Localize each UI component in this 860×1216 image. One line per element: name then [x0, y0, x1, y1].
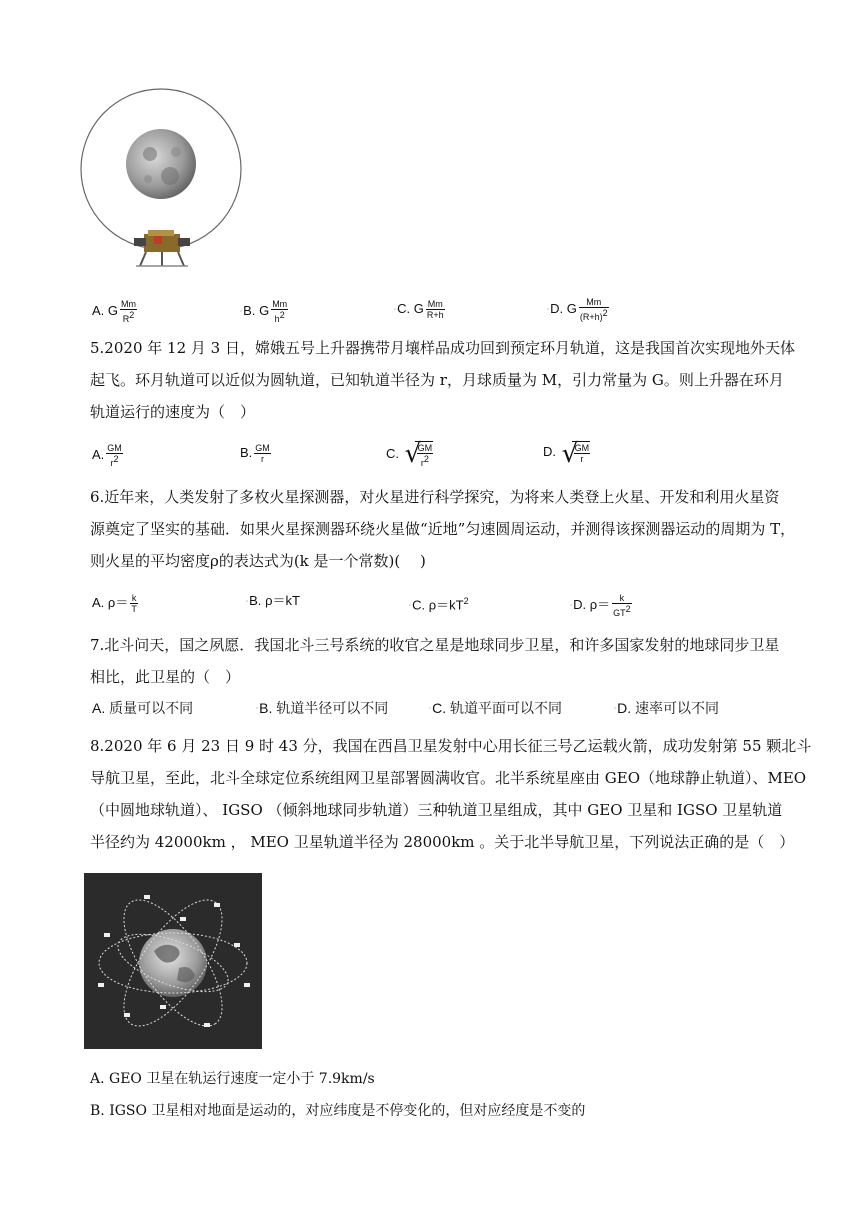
q8-text-line-4: 半径约为 42000km ， MEO 卫星轨道半径为 28000km 。关于北半导航卫星，下列说法正确的是（ ）: [90, 833, 795, 851]
q6-option-a[interactable]: A. ρ＝ $\frac{k}{T}$: [92, 593, 137, 614]
satellite-constellation-figure: [84, 873, 262, 1049]
q8-text-line-3: （中圆地球轨道）、 IGSO （倾斜地球同步轨道）三种轨道卫星组成，其中 GEO 卫星和 IGSO 卫星轨道: [90, 801, 783, 819]
q6-option-d[interactable]: ▫D. ρ＝ $\frac{k}{GT^2}$: [570, 593, 631, 618]
q4-option-a[interactable]: A. G $\frac{Mm}{R^2}$: [92, 299, 137, 324]
q5-text-line-3: 轨道运行的速度为（ ）: [90, 403, 256, 421]
q6-text-line-3: 则火星的平均密度ρ的表达式为(k 是一个常数)( ): [90, 552, 426, 570]
q5-option-d[interactable]: D. √ $\frac{GM}{r}$: [543, 439, 590, 469]
q5-text-line-1: 5.2020 年 12 月 3 日，嫦娥五号上升器携带月壤样品成功回到预定环月轨道，这是我国首次实现地外天体: [90, 339, 795, 357]
lander-icon: [134, 230, 190, 266]
q6-option-b[interactable]: ▫B. ρ＝kT: [246, 593, 300, 608]
q6-text-line-1: 6.近年来，人类发射了多枚火星探测器，对火星进行科学探究，为将来人类登上火星、开发和利用火星资: [90, 488, 780, 506]
q7-option-c[interactable]: ▫C. 轨道平面可以不同: [429, 700, 563, 716]
q7-option-d[interactable]: ▫D. 速率可以不同: [614, 700, 720, 716]
q6-option-c[interactable]: ▫C. $\rho=kT^2$: [409, 596, 469, 613]
q4-option-b[interactable]: ▫B. G $\frac{Mm}{h^2}$: [240, 299, 288, 324]
q5-text-line-2: 起飞。环月轨道可以近似为圆轨道，已知轨道半径为 r，月球质量为 M，引力常量为 G。则上升器在环月: [90, 371, 784, 389]
q5-option-a[interactable]: A. $\frac{GM}{r^2}$: [92, 443, 122, 468]
q4-option-c[interactable]: ▫C. G $\frac{Mm}{R+h}$: [394, 299, 444, 320]
q8-option-a[interactable]: A. GEO 卫星在轨运行速度一定小于 7.9km/s: [90, 1071, 375, 1087]
q8-option-b[interactable]: B. IGSO 卫星相对地面是运动的，对应纬度是不停变化的，但对应经度是不变的: [90, 1103, 586, 1119]
q8-text-line-1: 8.2020 年 6 月 23 日 9 时 43 分，我国在西昌卫星发射中心用长征三号乙运载火箭，成功发射第 55 颗北斗: [90, 737, 812, 755]
q8-text-line-2: 导航卫星，至此，北斗全球定位系统组网卫星部署圆满收官。北半系统星座由 GEO（地球静止轨道）、MEO: [90, 769, 807, 787]
q7-text-line-2: 相比，此卫星的（ ）: [90, 668, 241, 686]
q7-text-line-1: 7.北斗问天，国之夙愿．我国北斗三号系统的收官之星是地球同步卫星，和许多国家发射的地球同步卫星: [90, 636, 780, 654]
q7-option-b[interactable]: ▫B. 轨道半径可以不同: [256, 700, 389, 716]
q7-option-a[interactable]: A. 质量可以不同: [92, 700, 194, 716]
q6-text-line-2: 源奠定了坚实的基础．如果火星探测器环绕火星做“近地”匀速圆周运动，并测得该探测器运动的周期为 T，: [90, 520, 796, 538]
q4-option-d[interactable]: ▫D. G $\frac{Mm}{(R+h)^2}$: [547, 297, 608, 322]
q5-option-c[interactable]: C. √ $\frac{GM}{r^2}$: [386, 439, 433, 469]
q5-option-b[interactable]: B. $\frac{GM}{r}$: [240, 443, 270, 464]
moon-orbit-figure: [78, 84, 244, 274]
